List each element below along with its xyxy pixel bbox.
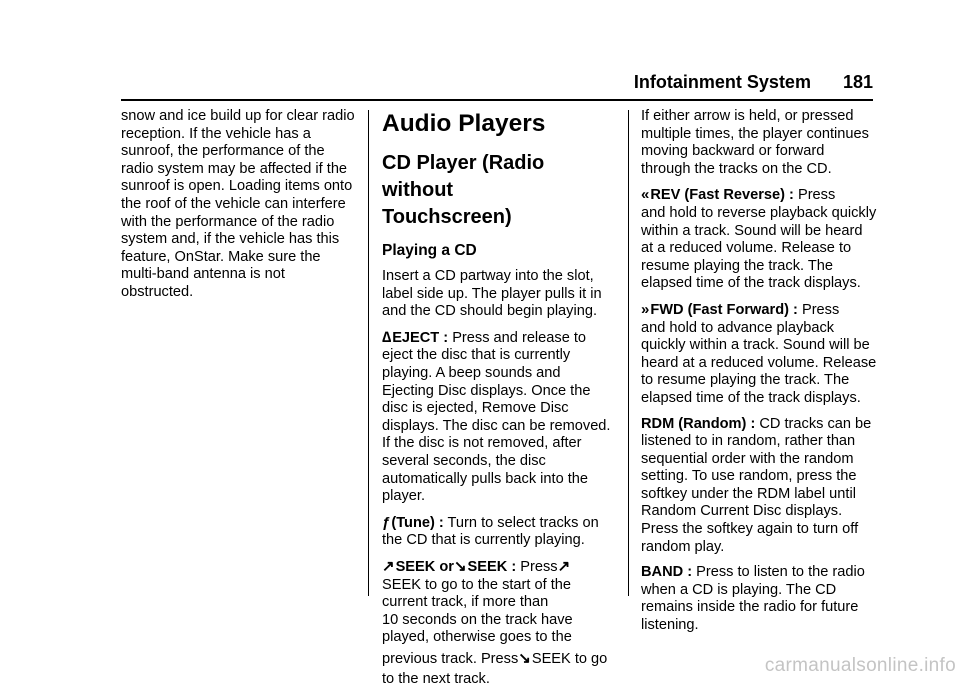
band-label: BAND :: [641, 564, 693, 581]
text-line: and hold to advance playback: [641, 319, 835, 336]
seek-line-pre: previous track. Press: [382, 650, 519, 667]
fwd-first: Press: [797, 301, 840, 318]
column-left-text: [121, 108, 357, 302]
eject-first: Press and release to: [448, 329, 587, 346]
text-line: and hold to reverse playback quickly: [641, 204, 877, 221]
text-line: label side up. The player pulls it in: [382, 285, 602, 302]
tune-paragraph: [382, 514, 620, 550]
text-line: Insert a CD partway into the slot,: [382, 268, 594, 284]
band-first: Press to listen to the radio: [692, 564, 865, 581]
text-line: the CD that is currently playing.: [382, 532, 585, 549]
text-line: multi-band antenna is not: [121, 266, 285, 283]
text-line: quickly within a track. Sound will be: [641, 337, 870, 354]
section-title: Infotainment System: [633, 72, 811, 92]
text-line: to resume playing the track. The: [641, 372, 850, 389]
rdm-label: RDM (Random) :: [641, 415, 756, 432]
text-line: SEEK to go to the start of the: [382, 576, 572, 593]
rev-first: Press: [793, 187, 836, 204]
heading-cd-player-line2: Touchscreen): [382, 206, 512, 228]
fwd-text: [641, 320, 877, 408]
text-line: If either arrow is held, or pressed: [641, 108, 854, 124]
text-line: listened to in random, rather than: [641, 433, 856, 450]
text-line: when a CD is playing. The CD: [641, 581, 837, 598]
heading-playing-a-cd: Playing a CD: [382, 242, 477, 259]
band-paragraph: [641, 564, 877, 634]
text-line: elapsed time of the track displays.: [641, 275, 861, 292]
text-line: random play.: [641, 538, 725, 555]
text-line: softkey under the RDM label until: [641, 485, 856, 502]
text-line: feature, OnStar. Make sure the: [121, 248, 321, 265]
text-line: with the performance of the radio: [121, 213, 335, 230]
text-line: disc is ejected, Remove Disc: [382, 400, 569, 417]
seek-text: [382, 577, 620, 647]
fwd-paragraph: [641, 301, 877, 408]
page-header: [634, 72, 873, 93]
text-line: moving backward or forward: [641, 143, 825, 160]
eject-text: [382, 347, 620, 505]
text-line: several seconds, the disc: [382, 452, 546, 469]
column-divider-right: [628, 110, 629, 596]
rev-text: [641, 205, 877, 293]
reverse-icon: «: [641, 186, 650, 204]
rdm-text: [641, 433, 877, 556]
seek-back-icon-2: ↗: [557, 557, 571, 575]
text-line: resume playing the track. The: [641, 257, 833, 274]
tune-text: [382, 532, 620, 550]
text-line: displays. The disc can be removed.: [382, 417, 611, 434]
tune-knob-icon: ƒ: [382, 513, 391, 531]
text-line: current track, if more than: [382, 594, 549, 611]
eject-paragraph: [382, 329, 620, 506]
text-line: the roof of the vehicle can interfere: [121, 195, 346, 212]
text-line: sunroof, the performance of the: [121, 143, 325, 160]
band-text: [641, 582, 877, 635]
text-line: Random Current Disc displays.: [641, 503, 843, 520]
text-line: within a track. Sound will be heard: [641, 222, 863, 239]
eject-label: EJECT :: [392, 329, 449, 346]
text-line: played, otherwise goes to the: [382, 629, 572, 646]
text-line: heard at a reduced volume. Release: [641, 354, 877, 371]
text-line: obstructed.: [121, 283, 194, 300]
seek-first: Press: [516, 558, 558, 575]
text-line: listening.: [641, 617, 699, 634]
text-line: remains inside the radio for future: [641, 599, 859, 616]
text-line: sequential order with the random: [641, 450, 854, 467]
seek-paragraph: [382, 558, 620, 689]
seek-forward-icon: ↘: [453, 557, 467, 575]
text-line: setting. To use random, press the: [641, 468, 857, 485]
header-rule: [121, 99, 873, 101]
seek-last: to the next track.: [382, 671, 490, 688]
seek-label-a: SEEK or: [395, 558, 454, 575]
forward-icon: »: [641, 300, 650, 318]
rev-paragraph: [641, 186, 877, 293]
watermark-text: carmanualsonline.info: [764, 655, 956, 676]
seek-line-post: SEEK to go: [531, 650, 608, 667]
seek-back-icon: ↗: [382, 557, 395, 575]
arrow-paragraph: [641, 108, 877, 178]
tune-label: (Tune) :: [391, 514, 444, 531]
text-line: automatically pulls back into the: [382, 470, 589, 487]
text-line: radio system may be affected if the: [121, 160, 348, 177]
fwd-label: FWD (Fast Forward) :: [650, 301, 798, 318]
column-middle: [382, 108, 620, 697]
eject-icon: ∆: [382, 328, 392, 346]
text-line: 10 seconds on the track have: [382, 611, 573, 628]
rdm-paragraph: [641, 416, 877, 557]
heading-audio-players: Audio Players: [382, 110, 546, 137]
seek-label-b: SEEK :: [467, 558, 517, 575]
text-line: player.: [382, 488, 425, 505]
column-right: [641, 108, 877, 643]
text-line: eject the disc that is currently: [382, 347, 571, 364]
text-line: Press the softkey again to turn off: [641, 521, 859, 538]
text-line: playing. A beep sounds and: [382, 364, 561, 381]
text-line: at a reduced volume. Release to: [641, 240, 852, 257]
heading-cd-player-line1: CD Player (Radio without: [382, 152, 545, 201]
tune-first: Turn to select tracks on: [443, 514, 599, 531]
page-number: 181: [842, 72, 873, 92]
text-line: Ejecting Disc displays. Once the: [382, 382, 591, 399]
text-line: If the disc is not removed, after: [382, 435, 582, 452]
column-divider-left: [368, 110, 369, 596]
seek-forward-icon-2: ↘: [518, 649, 531, 667]
rdm-first: CD tracks can be: [755, 415, 872, 432]
text-line: multiple times, the player continues: [641, 125, 869, 142]
heading-cd-player: [382, 150, 620, 231]
text-line: system and, if the vehicle has this: [121, 231, 340, 248]
text-line: elapsed time of the track displays.: [641, 389, 861, 406]
text-line: and the CD should begin playing.: [382, 303, 598, 320]
text-line: sunroof is open. Loading items onto: [121, 178, 353, 195]
column-left: [121, 108, 357, 302]
text-line: snow and ice build up for clear radio: [121, 108, 355, 124]
rev-label: REV (Fast Reverse) :: [650, 187, 794, 204]
text-line: through the tracks on the CD.: [641, 160, 832, 177]
intro-paragraph: [382, 268, 620, 321]
text-line: reception. If the vehicle has a: [121, 125, 311, 142]
